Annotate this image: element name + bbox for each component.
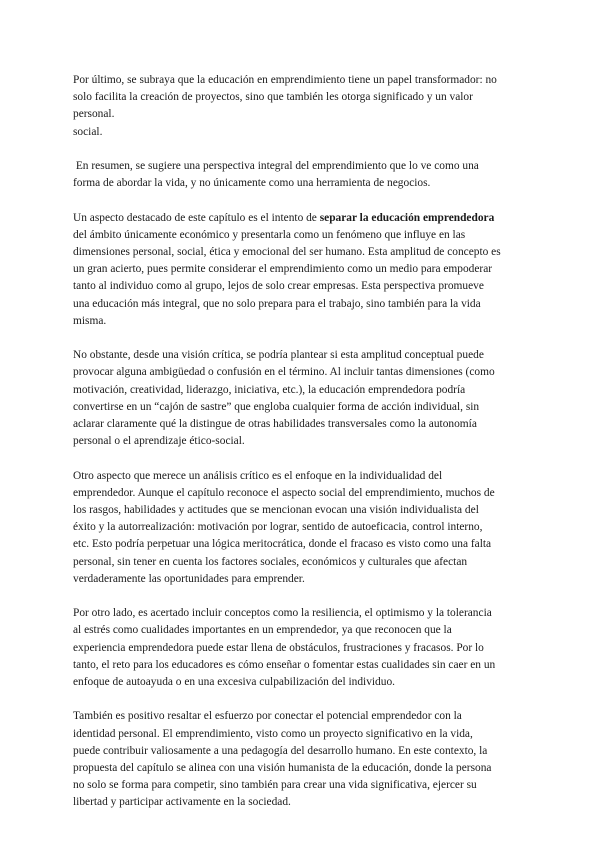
text-line: aclarar claramente qué la distingue de otras habilidades transversales como la autonomía [73,418,477,431]
text-line: Por último, se subraya que la educación en emprendimiento tiene un papel transformador: no [73,74,497,86]
text-line: tanto, el reto para los educadores es cómo enseñar o fomentar estas cualidades sin caer en un [73,658,496,671]
text-line: personal, sin tener en cuenta los factores sociales, económicos y culturales que afectan [73,555,468,568]
text-line: verdaderamente las oportunidades para emprender. [73,572,305,585]
text-line: tanto al individuo como al grupo, lejos de solo crear empresas. Esta perspectiva promueve [73,280,484,293]
paragraph-highlighted-aspect [73,210,533,330]
text-line: No obstante, desde una visión crítica, se podría plantear si esta amplitud conceptual puede [73,349,484,362]
text-line: un gran acierto, pues permite considerar el emprendimiento como un medio para empoderar [73,263,493,276]
text-line: solo facilita la creación de proyectos, sino que también les otorga significado y un valor [73,91,473,104]
paragraph-transformative-role [73,72,533,141]
text-line: identidad personal. El emprendimiento, visto como un proyecto significativo en la vida, [73,727,473,740]
paragraph-individuality [73,468,533,588]
text-line: forma de abordar la vida, y no únicamente como una herramienta de negocios. [73,177,431,190]
text-line: Por otro lado, es acertado incluir conceptos como la resiliencia, el optimismo y la tolerancia [73,607,492,620]
text-line: los rasgos, habilidades y actitudes que se mencionan evocan una visión individualista del [73,504,479,517]
text-line: motivación, creatividad, liderazgo, iniciativa, etc.), la educación emprendedora podría [73,383,466,396]
paragraph-resilience [73,605,533,691]
text-line: dimensiones personal, social, ética y emocional del ser humano. Esta amplitud de concepto es [73,246,501,258]
text-line: provocar alguna ambigüedad o confusión en el término. Al incluir tantas dimensiones (como [73,366,495,379]
text-line: personal o el aprendizaje ético-social. [73,435,245,448]
text-line: no solo se forma para competir, sino también para crear una vida significativa, ejercer su [73,779,477,792]
text-line: etc. Esto podría perpetuar una lógica meritocrática, donde el fracaso es visto como una falta [73,538,492,551]
paragraph-identity [73,708,533,811]
paragraph-critical-view [73,347,533,450]
text-line: puede contribuir valiosamente a una pedagogía del desarrollo humano. En este contexto, la [73,744,488,757]
bold-phrase: separar la educación emprendedora [319,211,495,224]
text-segment: Un aspecto destacado de este capítulo es el intento de [73,211,320,224]
text-line: social. [73,125,103,138]
text-line: propuesta del capítulo se alinea con una visión humanista de la educación, donde la persona [73,762,492,775]
text-line [73,210,533,227]
text-line: al estrés como cualidades importantes en un emprendedor, ya que reconocen que la [73,624,452,637]
text-line: éxito y la autorrealización: motivación por lograr, sentido de autoeficacia, control interno, [73,521,483,534]
text-line: una educación más integral, que no solo prepara para el trabajo, sino también para la vida [73,297,481,310]
text-line: enfoque de autoayuda o en una excesiva culpabilización del individuo. [73,676,395,689]
text-line: libertad y participar activamente en la sociedad. [73,796,291,809]
text-line: También es positivo resaltar el esfuerzo por conectar el potencial emprendedor con la [73,710,462,723]
text-line: emprendedor. Aunque el capítulo reconoce el aspecto social del emprendimiento, muchos de [73,486,495,499]
text-line: personal. [73,108,115,121]
text-line: En resumen, se sugiere una perspectiva integral del emprendimiento que lo ve como una [73,160,479,172]
document-page [73,72,533,829]
text-line: convertirse en un “cajón de sastre” que engloba cualquier forma de acción individual, sin [73,400,480,413]
text-line: misma. [73,314,107,327]
text-line: experiencia emprendedora puede estar llena de obstáculos, frustraciones y fracasos. Por lo [73,641,484,654]
text-line: Otro aspecto que merece un análisis crítico es el enfoque en la individualidad del [73,469,443,482]
paragraph-summary [73,158,533,192]
text-line: del ámbito únicamente económico y presentarla como un fenómeno que influye en las [73,228,466,241]
